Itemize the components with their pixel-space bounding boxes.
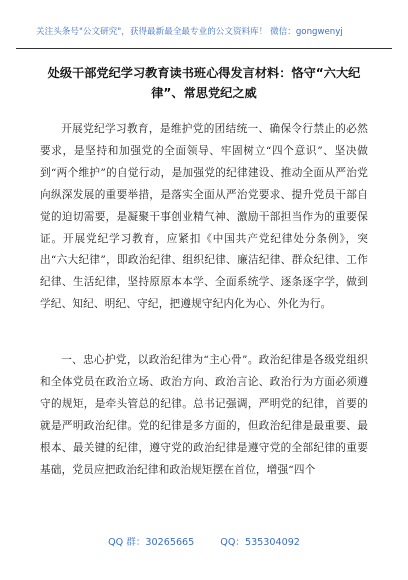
header-divider bbox=[16, 48, 392, 49]
body-paragraph: 一、忠心护党，以政治纪律为“主心骨”。政治纪律是各级党组织和全体党员在政治立场、政治方向、政治言论、政治行为方面必须遵守的规矩，是牵头管总的纪律。总书记强调，严明党的纪律，首要的就是严明政治纪律。党的纪律是多方面的，但政治纪律是最重要、最根本、最关键的纪律，遵守党的政治纪律是遵守党的全部纪律的重要基础，党员应把政治纪律和政治规矩摆在首位，增强“四个 bbox=[40, 354, 368, 476]
qq-text: QQ：535304092 bbox=[220, 537, 300, 548]
contact-footer bbox=[0, 534, 408, 548]
body-paragraph: 开展党纪学习教育，是维护党的团结统一、确保令行禁止的必然要求，是坚持和加强党的全面领导、牢固树立“四个意识”、坚决做到“两个维护”的自觉行动，是加强党的纪律建设、推动全面从严治党向纵深发展的重要举措，是落实全面从严治党要求、提升党员干部自觉的迫切需要，是凝聚干事创业精气神、激励干部担当作为的重要保证。开展党纪学习教育，应紧扣《中国共产党纪律处分条例》，突出“六大纪律”，即政治纪律、组织纪律、廉洁纪律、群众纪律、工作纪律、生活纪律，坚持原原本本学、全面系统学、逐条逐字学，做到学纪、知纪、明纪、守纪，把遵规守纪内化为心、外化为行。 bbox=[40, 123, 368, 311]
qq-group-text: QQ 群：30265665 bbox=[108, 537, 195, 548]
document-title: 处级干部党纪学习教育读书班心得发言材料：恪守“六大纪律”、常思党纪之威 bbox=[47, 66, 361, 100]
promo-header: 关注头条号"公文研究"，获得最新最全最专业的公文资料库！ 微信：gongwenyj bbox=[36, 27, 343, 37]
